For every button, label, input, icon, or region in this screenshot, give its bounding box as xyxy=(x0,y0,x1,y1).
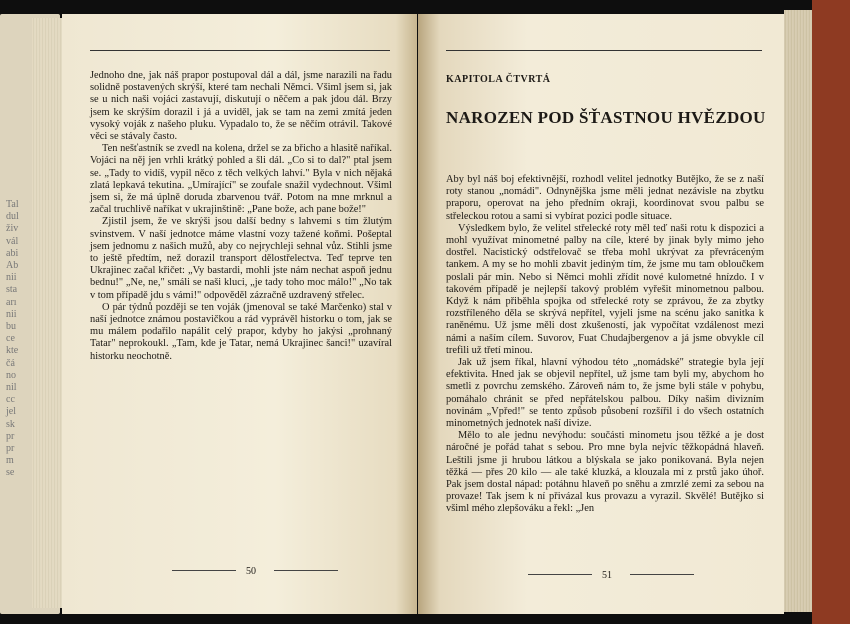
underlying-page-fragment: ce xyxy=(6,333,15,345)
underlying-page-fragment: no xyxy=(6,369,16,381)
right-page xyxy=(418,14,784,614)
left-page-edges xyxy=(32,18,66,608)
underlying-page-fragment: m xyxy=(6,455,14,467)
paragraph: Mělo to ale jednu nevýhodu: součásti minometu jsou těžké a je dost náročné je pořád tahat s sebou. Pro mne byla nejvíc těžkopádná hlaveň. Leštili jsme ji hrubou látkou a blýskala se jako ponikovaná. Byla nejen těžká — přes 20 kilo — ale také kluzká, a klouzala mi z prstů jako úhoř. Pak jsem dostal nápad: potáhnu hlaveň po sněhu a zmrzlé zemi za sebou na provaze! Tak jsem k ní přivázal kus provazu a vyrazil. Skvělé! Butějko si všiml mého zlepšováku a řekl: „Jen xyxy=(446,430,764,515)
paragraph: Aby byl náš boj efektivnější, rozhodl velitel jednotky Butějko, že se z naší roty stanou „nomádi". Odnynějška jsme měli jednat nezávisle na zbytku praporu, operovat na jeho předním okraji, koordinovat svou palbu se střeleckou rotou a sami si vybírat pozici podle situace. xyxy=(446,174,764,222)
underlying-page-fragment: živ xyxy=(6,223,19,235)
underlying-page-fragment: sta xyxy=(6,284,18,296)
paragraph: Jak už jsem říkal, hlavní výhodou této „nomádské" strategie byla její efektivita. Hned jak se objevil nepřítel, už jsme tam byli my, abychom ho smetli z povrchu zemského. Zároveň nám to, že jsme byli stále v pohybu, pomáhalo chránit se před nepřátelskou palbou. Díky našim divizním novinám „Vpřed!" se tento způsob působení rozšířil i do všech ostatních minometných jednotek naší divize. xyxy=(446,357,764,430)
paragraph: Jednoho dne, jak náš prapor postupoval dál a dál, jsme narazili na řadu solidně postavených skrýší, které tam nechali Němci. Všiml jsem si, jak se u nich naši vojáci zastavují, diskutují o něčem a pak jdou dál. Brzy jsem ke skrýším dorazil i já a uviděl, jak se tam na zemi zmítá jeden vysoký voják z našeho pluku. Vypadalo to, že se něčím otrávil. Takové věci se stávaly často. xyxy=(90,70,392,143)
underlying-page-fragment: vál xyxy=(6,235,19,247)
paragraph: O pár týdnů později se ten voják (jmenoval se také Marčenko) stal v naší jednotce známou postavičkou a rád vyprávěl historku o tom, jak se mu málem podařilo napálit celý prapor, kdyby ho jakýsi „prohnaný Tatar" neprokoukl. „Tam, kde je Tatar, nemá Ukrajinec šanci!" uzavíral historku neochotně. xyxy=(90,301,392,362)
underlying-page-fragment: pr xyxy=(6,443,15,454)
underlying-page-fragment: se xyxy=(6,467,15,479)
underlying-page-fragment: čá xyxy=(6,357,15,369)
underlying-page-fragment: Ab xyxy=(6,260,19,271)
underlying-page-fragment: arı xyxy=(6,296,17,308)
left-page xyxy=(62,14,417,614)
page-number: 51 xyxy=(602,570,612,581)
paragraph: Výsledkem bylo, že velitel střelecké roty měl teď naši rotu k dispozici a mohl využívat minometné palby na cíle, které by jinak byly mimo jeho dostřel. Nacistický odstřelovač se třeba mohl ukrývat za převráceným tankem. A my se ho mohli zbavit jediným tím, že jsme mu tam obloučkem poslali pár min. Nebo si Němci mohli zřídit nové kulometné hnízdo. I v takovém případě je nejlepší takový problém vyřešit minometnou palbou. Když k nám přiběhla spojka od střelecké roty se zprávou, že za zbytky rozstříleného děla se skrývá nepřítel, vyjeli jsme na scénu jako sanitka k raněnému. Už jsme měli dost zkušeností, jak vypočítat vzdálenost mezi námi a naším cílem. Suvorov, Fuat Chudajbergenov a já jsme obvykle cíl trefili už třetí minou. xyxy=(446,222,764,356)
underlying-page-fragment: nii xyxy=(6,308,17,320)
underlying-page-fragment: dul xyxy=(6,211,19,223)
chapter-title: NAROZEN POD ŠŤASTNOU HVĚZDOU xyxy=(446,108,766,127)
left-folio-rule-left xyxy=(172,570,236,571)
right-folio-rule-left xyxy=(528,574,592,575)
underlying-page-fragment: Tal xyxy=(6,199,19,210)
underlying-page-fragment: cc xyxy=(6,394,15,406)
underlying-page-fragment: jel xyxy=(6,406,16,418)
book-cover-edge xyxy=(812,0,850,624)
left-header-rule xyxy=(90,50,390,51)
underlying-page-fragment: abi xyxy=(6,247,19,259)
right-header-rule xyxy=(446,50,762,51)
right-folio-rule-right xyxy=(630,574,694,575)
page-number: 50 xyxy=(246,566,256,577)
underlying-page-fragment: bu xyxy=(6,321,16,332)
paragraph: Ten nešťastník se zvedl na kolena, držel se za břicho a hlasitě naříkal. Vojáci na něj jen vrhli krátký pohled a šli dál. „Co si to dal?" ptal jsem se. „Tady to vidíš, vypil něco z těch velkých lahví." Byla v nich nějaká zlatá lepkavá tekutina. „Umírající" se zoufale snažil vydechnout. Všiml jsem si, že má úplně doruda zbarvenou tvář. Potom na mne mrknul a začal truchlivě naříkat v ukrajinštině: „Pane bože, ach pane bože!" xyxy=(90,143,392,216)
right-body-text xyxy=(446,174,764,516)
chapter-label: KAPITOLA ČTVRTÁ xyxy=(446,74,551,85)
underlying-page-fragment: pr xyxy=(6,430,15,442)
underlying-page-fragment: nil xyxy=(6,382,17,393)
underlying-page-fragment: nii xyxy=(6,272,17,284)
left-folio-rule-right xyxy=(274,570,338,571)
underlying-page-fragment: sk xyxy=(6,418,15,430)
left-body-text xyxy=(90,70,392,363)
underlying-page-fragment: kte xyxy=(6,345,19,357)
paragraph: Zjistil jsem, že ve skrýši jsou další bedny s lahvemi s tím žlutým svinstvem. V naší jednotce máme vlastní vozy tažené koňmi. Pošeptal jsem jednomu z našich mužů, aby co nejrychleji sehnal vůz. Stihli jsme to ještě předtím, než dorazil transport dělostřelectva. Teď teprve ten Ukrajinec začal křičet: „Vy bastardi, mohli jste nám nechat aspoň jednu bednu!" „Ne, ne," smáli se naši kluci, „je tady toho moc málo!" „No tak v tom případě jdu s vámi!" odpověděl zázračně uzdravený střelec. xyxy=(90,216,392,301)
